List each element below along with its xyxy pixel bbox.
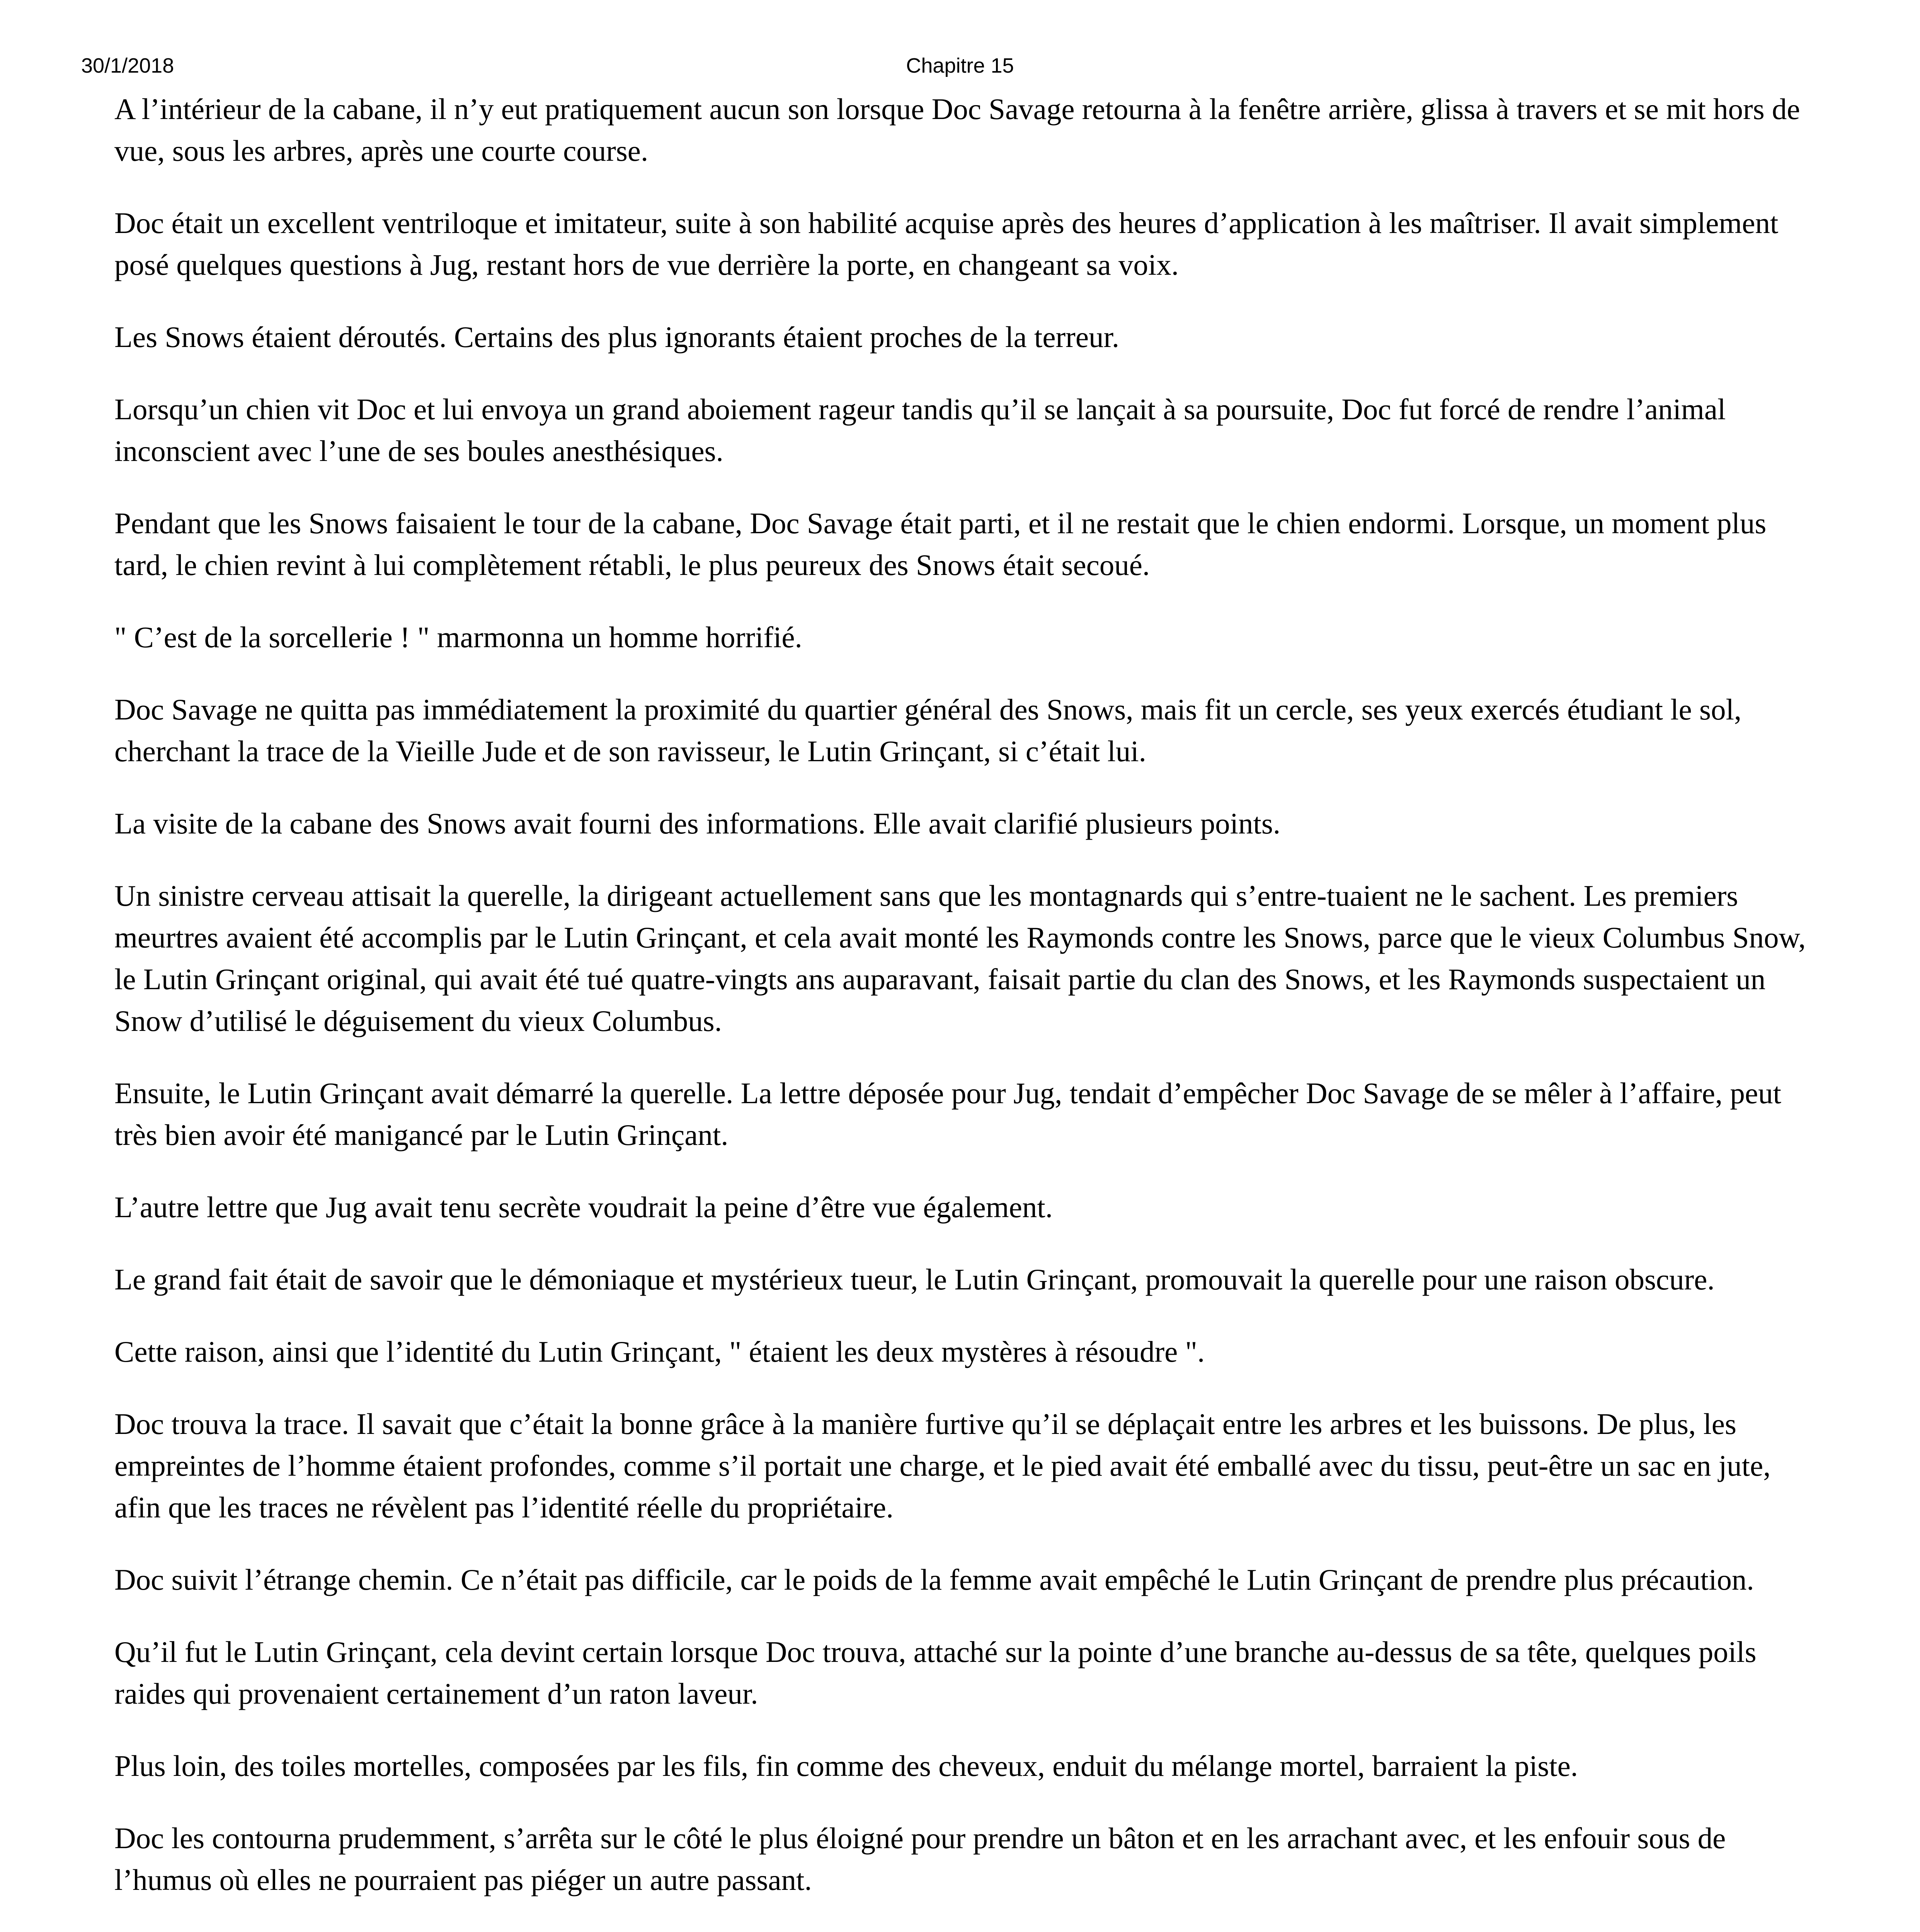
print-date: 30/1/2018 (81, 54, 174, 77)
paragraph: Doc trouva la trace. Il savait que c’était la bonne grâce à la manière furtive qu’il se déplaçait entre les arbres et les buissons. De plus, les empreintes de l’homme étaient profondes, comme s’il portait une charge, et le pied avait été emballé avec du tissu, peut-être un sac en jute, afin que les traces ne révèlent pas l’identité réelle du propriétaire. (114, 1407, 1771, 1524)
paragraph: " C’est de la sorcellerie ! " marmonna un homme horrifié. (114, 621, 802, 654)
chapter-body (114, 88, 1823, 1932)
paragraph: Cette raison, ainsi que l’identité du Lutin Grinçant, " étaient les deux mystères à résoudre ". (114, 1335, 1205, 1368)
paragraph: Un sinistre cerveau attisait la querelle, la dirigeant actuellement sans que les montagnards qui s’entre-tuaient ne le sachent. Les premiers meurtres avaient été accomplis par le Lutin Grinçant, et cela avait monté les Raymonds contre les Snows, parce que le vieux Columbus Snow, le Lutin Grinçant original, qui avait été tué quatre-vingts ans auparavant, faisait partie du clan des Snows, et les Raymonds suspectaient un Snow d’utilisé le déguisement du vieux Columbus. (114, 879, 1806, 1037)
paragraph: Les Snows étaient déroutés. Certains des plus ignorants étaient proches de la terreur. (114, 320, 1120, 354)
page-title: Chapitre 15 (906, 54, 1014, 77)
paragraph: Pendant que les Snows faisaient le tour de la cabane, Doc Savage était parti, et il ne restait que le chien endormi. Lorsque, un moment plus tard, le chien revint à lui complètement rétabli, le plus peureux des Snows était secoué. (114, 507, 1767, 582)
paragraph: Doc Savage ne quitta pas immédiatement la proximité du quartier général des Snows, mais fit un cercle, ses yeux exercés étudiant le sol, cherchant la trace de la Vieille Jude et de son ravisseur, le Lutin Grinçant, si c’était lui. (114, 693, 1742, 768)
paragraph: Doc les contourna prudemment, s’arrêta sur le côté le plus éloigné pour prendre un bâton et en les arrachant avec, et les enfouir sous de l’humus où elles ne pourraient pas piéger un autre passant. (114, 1821, 1726, 1896)
paragraph: Doc était un excellent ventriloque et imitateur, suite à son habilité acquise après des heures d’application à les maîtriser. Il avait simplement posé quelques questions à Jug, restant hors de vue derrière la porte, en changeant sa voix. (114, 206, 1779, 281)
paragraph: Qu’il fut le Lutin Grinçant, cela devint certain lorsque Doc trouva, attaché sur la pointe d’une branche au-dessus de sa tête, quelques poils raides qui provenaient certainement d’un raton laveur. (114, 1635, 1757, 1710)
paragraph: Lorsqu’un chien vit Doc et lui envoya un grand aboiement rageur tandis qu’il se lançait à sa poursuite, Doc fut forcé de rendre l’animal inconscient avec l’une de ses boules anesthésiques. (114, 393, 1726, 468)
paragraph: Doc suivit l’étrange chemin. Ce n’était pas difficile, car le poids de la femme avait empêché le Lutin Grinçant de prendre plus précaution. (114, 1563, 1754, 1596)
paragraph: L’autre lettre que Jug avait tenu secrète voudrait la peine d’être vue également. (114, 1190, 1053, 1224)
paragraph: Ensuite, le Lutin Grinçant avait démarré la querelle. La lettre déposée pour Jug, tendait d’empêcher Doc Savage de se mêler à l’affaire, peut très bien avoir été manigancé par le Lutin Grinçant. (114, 1077, 1781, 1151)
print-header (0, 50, 1920, 81)
paragraph: Le grand fait était de savoir que le démoniaque et mystérieux tueur, le Lutin Grinçant, promouvait la querelle pour une raison obscure. (114, 1263, 1715, 1296)
paragraph: Plus loin, des toiles mortelles, composées par les fils, fin comme des cheveux, enduit du mélange mortel, barraient la piste. (114, 1749, 1578, 1782)
paragraph: A l’intérieur de la cabane, il n’y eut pratiquement aucun son lorsque Doc Savage retourna à la fenêtre arrière, glissa à travers et se mit hors de vue, sous les arbres, après une courte course. (114, 92, 1800, 167)
paragraph: La visite de la cabane des Snows avait fourni des informations. Elle avait clarifié plusieurs points. (114, 807, 1281, 840)
